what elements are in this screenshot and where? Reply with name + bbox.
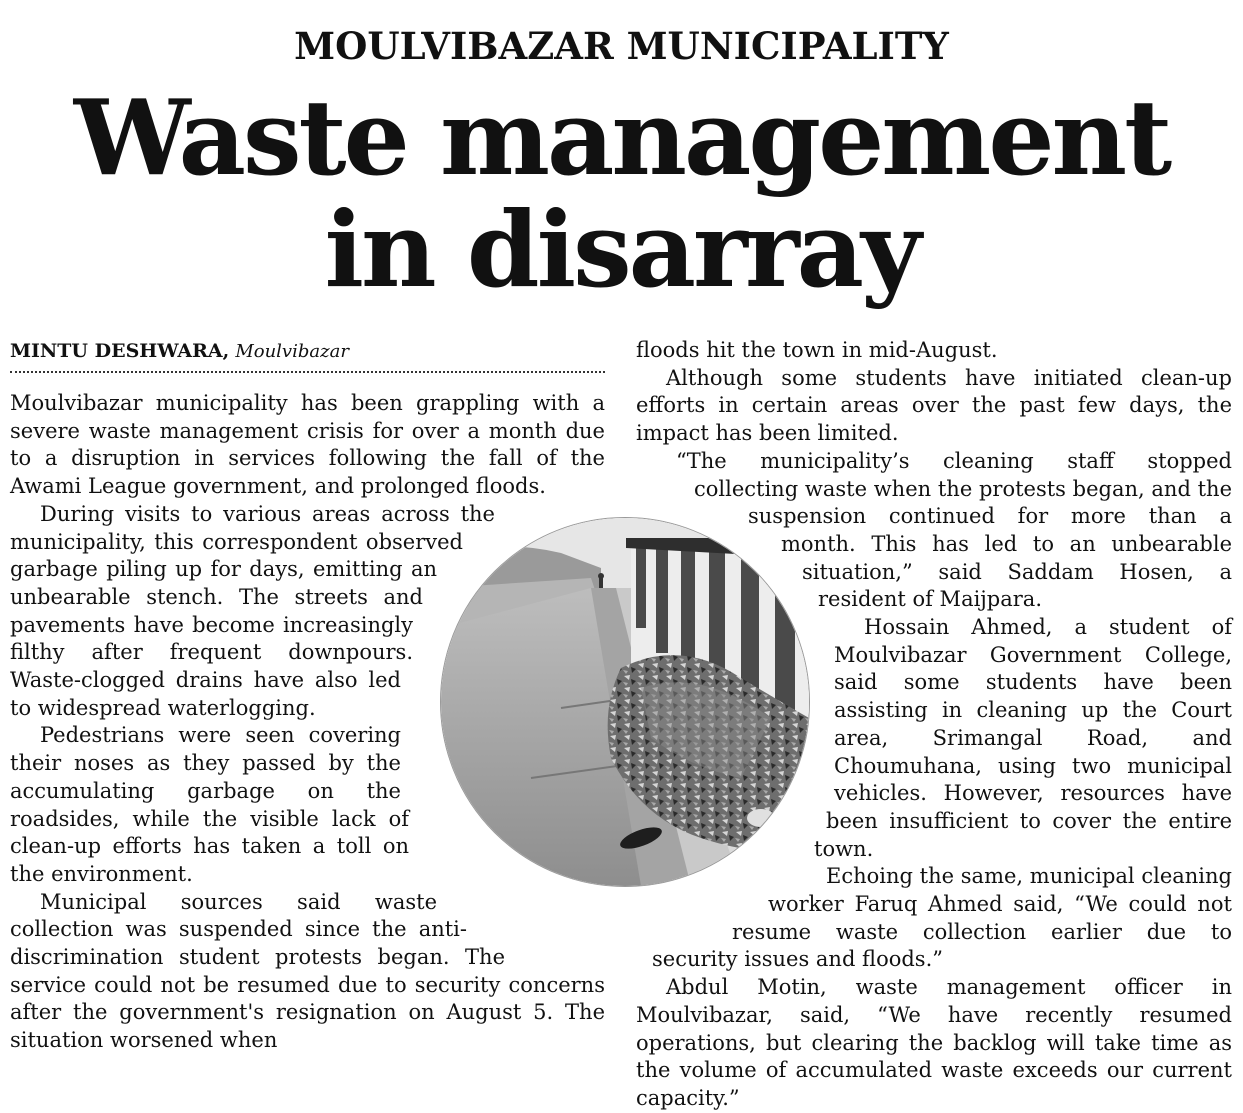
byline-location: Moulvibazar [235,341,349,362]
paragraph-2: During visits to various areas across the municipality, this correspondent observed garbage piling up for days, emitting an unbearable stench. The streets and pavements have become increasingly filthy after frequent downpours. Waste-clogged drains have also led to widespread waterlogging. [10,501,495,720]
paragraph-3: Pedestrians were seen covering their noses as they passed by the accumulating garbage on the roadsides, while the visible lack of clean-up efforts has taken a toll on the environment. [10,723,409,886]
paragraph-4-continued: floods hit the town in mid-August. [636,338,998,362]
headline-line-1: Waste management [73,76,1170,199]
garbage-photo [440,517,810,887]
paragraph-5: Although some students have initiated clean-up efforts in certain areas over the past few days, the impact has been limited. [636,365,1232,446]
paragraph-4: Municipal sources said waste collection was suspended since the anti-discrimination student protests began. The service could not be resumed due to security concerns after the government's resignation on August 5. The situation worsened when [10,889,605,1053]
byline-author: MINTU DESHWARA, [10,340,230,362]
section-kicker: MOULVIBAZAR MUNICIPALITY [294,24,949,68]
paragraph-1: Moulvibazar municipality has been grappling with a severe waste management crisis for over a month due to a disruption in services following the fall of the Awami League government, and prolonged floods. [10,391,605,499]
paragraph-8: Echoing the same, municipal cleaning worker Faruq Ahmed said, “We could not resume waste collection earlier due to security issues and floods.” [652,864,1232,972]
byline-divider [10,371,605,373]
photo-frame [428,505,820,897]
paragraph-7: Hossain Ahmed, a student of Moulvibazar Government College, said some students have been assisting in cleaning up the Court area, Srimangal Road, and Choumuhana, using two municipal vehicles. However, resources have been insufficient to cover the entire town. [814,615,1232,861]
paragraph-9: Abdul Motin, waste management officer in Moulvibazar, said, “We have recently resumed operations, but clearing the backlog will take time as the volume of accumulated waste exceeds our current capacity.” [636,975,1232,1110]
headline [0,76,1243,311]
paragraph-6: “The municipality’s cleaning staff stopped collecting waste when the protests began, and the suspension continued for more than a month. This has led to an unbearable situation,” said Saddam Hosen, a resident of Maijpara. [676,448,1232,612]
headline-line-2: in disarray [324,188,919,311]
byline [10,338,605,365]
